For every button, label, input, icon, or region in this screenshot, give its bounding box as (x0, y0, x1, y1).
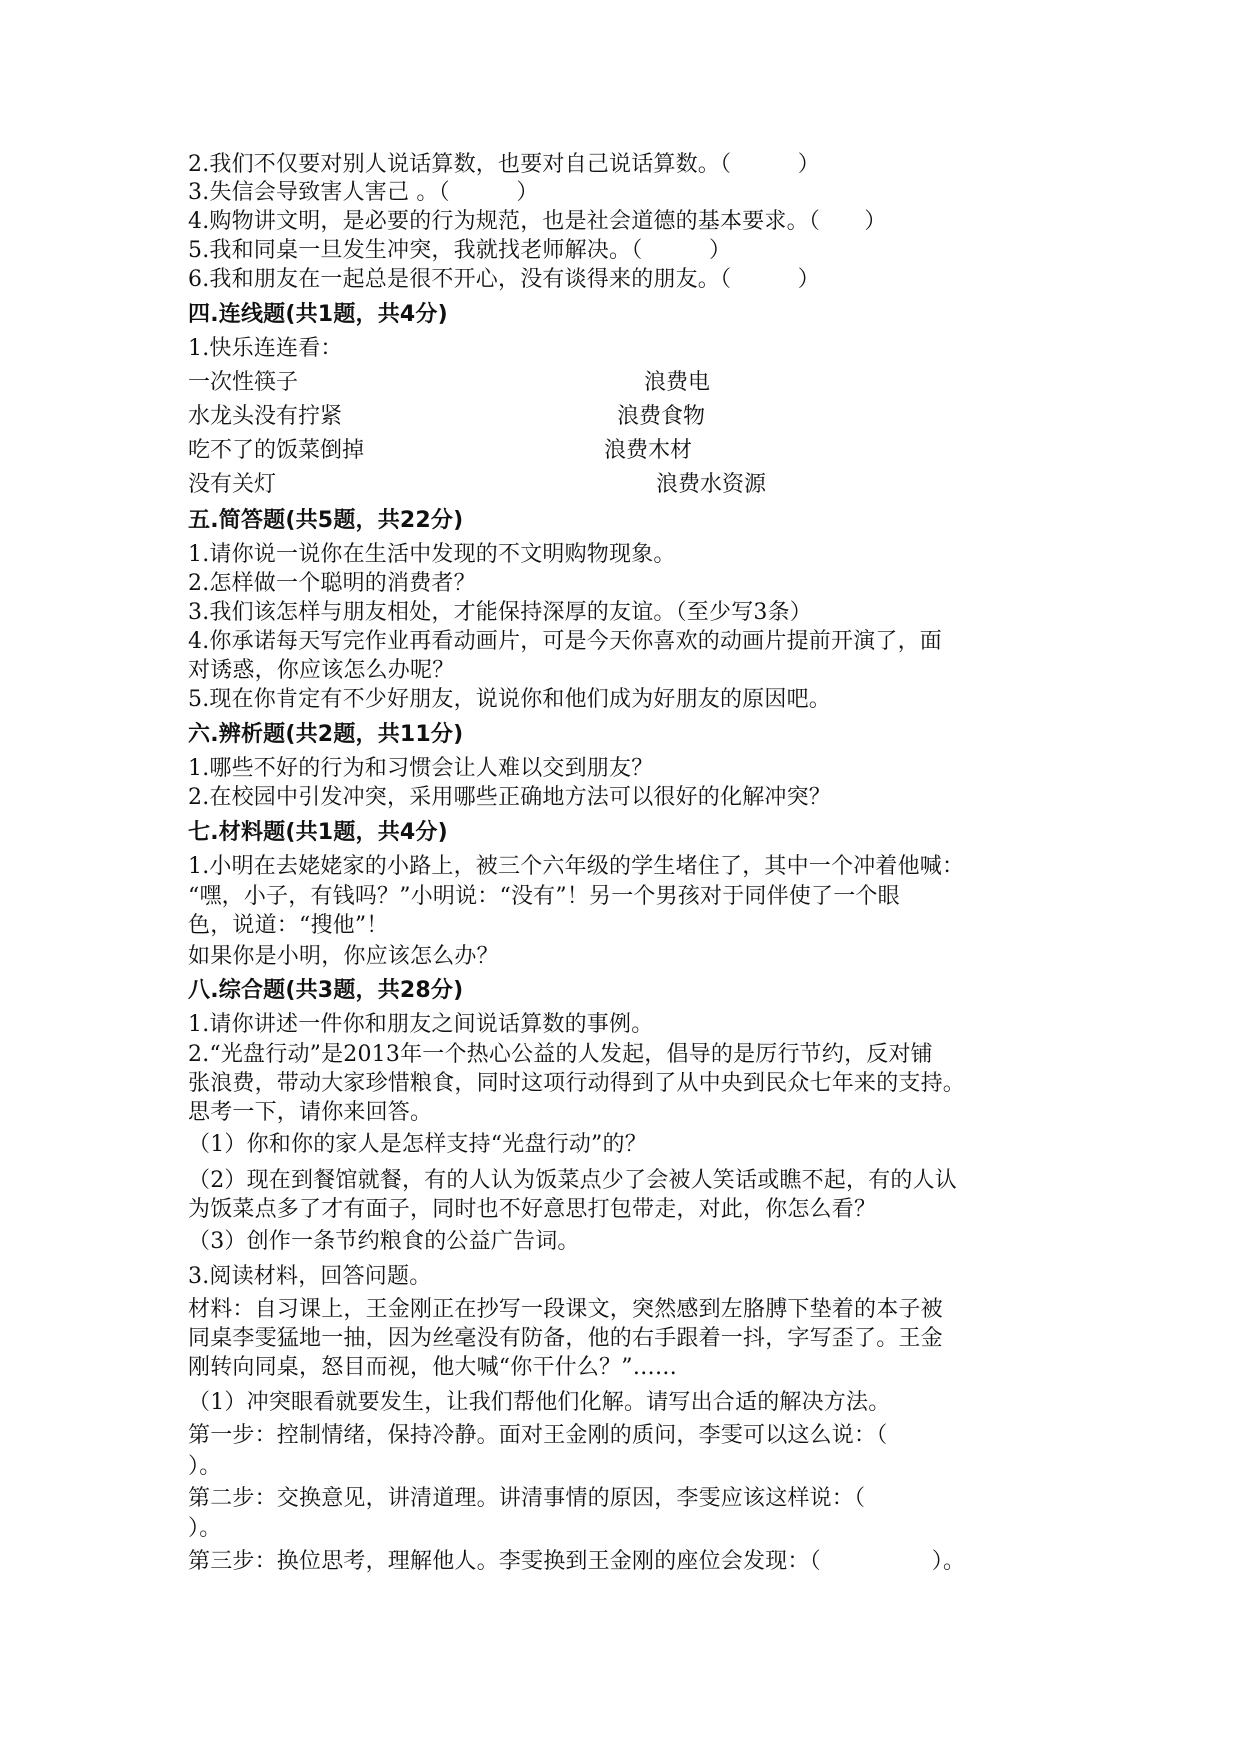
question-line: 思考一下，请你来回答。 (188, 1100, 433, 1125)
tf-item-2: 2.我们不仅要对别人说话算数，也要对自己说话算数。（ ） (188, 152, 820, 177)
question-line: 5.现在你肯定有不少好朋友，说说你和他们成为好朋友的原因吧。 (188, 687, 831, 712)
question-line: 对诱惑，你应该怎么办呢？ (188, 658, 455, 683)
matching-right-item: 浪费食物 (617, 404, 706, 429)
tf-item-3: 3.失信会导致害人害己 。（ ） (188, 180, 539, 205)
question-line: 张浪费，带动大家珍惜粮食，同时这项行动得到了从中央到民众七年来的支持。 (188, 1071, 966, 1096)
question-line: 第三步：换位思考，理解他人。李雯换到王金刚的座位会发现：（ ）。 (188, 1549, 966, 1574)
question-line: 3.阅读材料，回答问题。 (188, 1264, 432, 1289)
tf-item-5: 5.我和同桌一旦发生冲突，我就找老师解决。（ ） (188, 238, 732, 263)
matching-left-item: 吃不了的饭菜倒掉 (188, 438, 365, 463)
question-line: 为饭菜点多了才有面子，同时也不好意思打包带走，对此，你怎么看？ (188, 1197, 877, 1222)
matching-left-item: 一次性筷子 (188, 370, 299, 395)
question-line: 同桌李雯猛地一抽，因为丝毫没有防备，他的右手跟着一抖，字写歪了。王金 (188, 1326, 943, 1351)
question-line: （3）创作一条节约粮食的公益广告词。 (188, 1229, 580, 1254)
question-line: 第一步：控制情绪，保持冷静。面对王金刚的质问，李雯可以这么说：（ (188, 1423, 888, 1448)
section-5-heading: 五.简答题(共5题，共22分) (188, 508, 464, 533)
question-line: 如果你是小明，你应该怎么办？ (188, 944, 499, 969)
question-line: ）。 (188, 1516, 222, 1541)
question-line: 1.小明在去姥姥家的小路上，被三个六年级的学生堵住了，其中一个冲着他喊： (188, 854, 965, 879)
matching-question: 1.快乐连连看： (188, 336, 343, 361)
question-line: 2.在校园中引发冲突，采用哪些正确地方法可以很好的化解冲突？ (188, 785, 831, 810)
question-line: （1）你和你的家人是怎样支持“光盘行动”的？ (188, 1132, 647, 1157)
tf-item-4: 4.购物讲文明，是必要的行为规范，也是社会道德的基本要求。（ ） (188, 209, 887, 234)
question-line: 1.请你说一说你在生活中发现的不文明购物现象。 (188, 542, 676, 567)
question-line: 第二步：交换意见，讲清道理。讲清事情的原因，李雯应该这样说：（ (188, 1486, 866, 1511)
question-line: （1）冲突眼看就要发生，让我们帮他们化解。请写出合适的解决方法。 (188, 1390, 891, 1415)
question-line: 2.“光盘行动”是2013年一个热心公益的人发起，倡导的是厉行节约，反对铺 (188, 1042, 933, 1067)
section-8-heading: 八.综合题(共3题，共28分) (188, 978, 464, 1003)
question-line: 4.你承诺每天写完作业再看动画片，可是今天你喜欢的动画片提前开演了，面 (188, 629, 942, 654)
matching-right-item: 浪费电 (644, 370, 711, 395)
tf-item-6: 6.我和朋友在一起总是很不开心，没有谈得来的朋友。（ ） (188, 267, 820, 292)
section-4-heading: 四.连线题(共1题，共4分) (188, 302, 448, 327)
matching-left-item: 没有关灯 (188, 472, 277, 497)
section-7-heading: 七.材料题(共1题，共4分) (188, 820, 448, 845)
matching-right-item: 浪费水资源 (656, 472, 767, 497)
question-line: 3.我们该怎样与朋友相处，才能保持深厚的友谊。（至少写3条） (188, 600, 812, 625)
question-line: “嘿，小子，有钱吗？”小明说：“没有”！另一个男孩对于同伴使了一个眼 (188, 884, 900, 909)
section-6-heading: 六.辨析题(共2题，共11分) (188, 722, 464, 747)
question-line: ）。 (188, 1454, 222, 1479)
question-line: 2.怎样做一个聪明的消费者？ (188, 571, 476, 596)
matching-right-item: 浪费木材 (604, 438, 693, 463)
question-line: （2）现在到餐馆就餐，有的人认为饭菜点少了会被人笑话或瞧不起，有的人认 (188, 1168, 957, 1193)
matching-left-item: 水龙头没有拧紧 (188, 404, 343, 429)
question-line: 1.哪些不好的行为和习惯会让人难以交到朋友？ (188, 756, 654, 781)
question-line: 色，说道：“搜他”！ (188, 913, 389, 938)
question-line: 刚转向同桌，怒目而视，他大喊“你干什么？”…… (188, 1355, 678, 1380)
question-line: 1.请你讲述一件你和朋友之间说话算数的事例。 (188, 1012, 654, 1037)
question-line: 材料：自习课上，王金刚正在抄写一段课文，突然感到左胳膊下垫着的本子被 (188, 1297, 943, 1322)
